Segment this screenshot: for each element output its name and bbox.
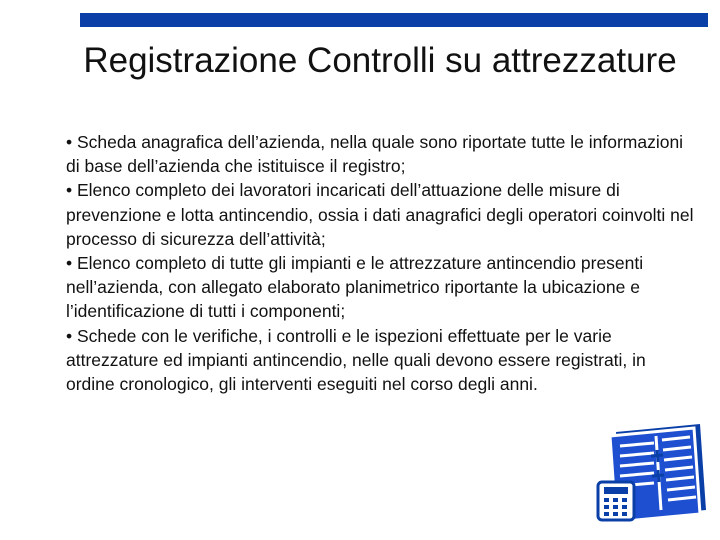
bullet-item: • Scheda anagrafica dell’azienda, nella quale sono riportate tutte le informazioni di base dell’azienda che istituisce il registro; <box>66 132 684 177</box>
bullet-item: • Elenco completo dei lavoratori incaricati dell’attuazione delle misure di prevenzione e lotta antincendio, ossia i dati anagrafici degli operatori coinvolti nel processo di sicurezza dell’attività; <box>66 180 694 249</box>
ledger-calculator-icon <box>596 418 708 522</box>
slide-title: Registrazione Controlli su attrezzature <box>83 41 677 80</box>
slide-body <box>66 130 696 396</box>
bullet-item: • Schede con le verifiche, i controlli e le ispezioni effettuate per le varie attrezzature ed impianti antincendio, nelle quali devono essere registrati, in ordine cronologico, gli interventi eseguiti nel corso degli anni. <box>66 325 646 395</box>
header-accent-bar <box>80 13 708 27</box>
bullet-item: • Elenco completo di tutte gli impianti e le attrezzature antincendio presenti nell’azienda, con allegato elaborato planimetrico riportante la ubicazione e l’identificazione di tutti i componenti; <box>66 253 644 322</box>
